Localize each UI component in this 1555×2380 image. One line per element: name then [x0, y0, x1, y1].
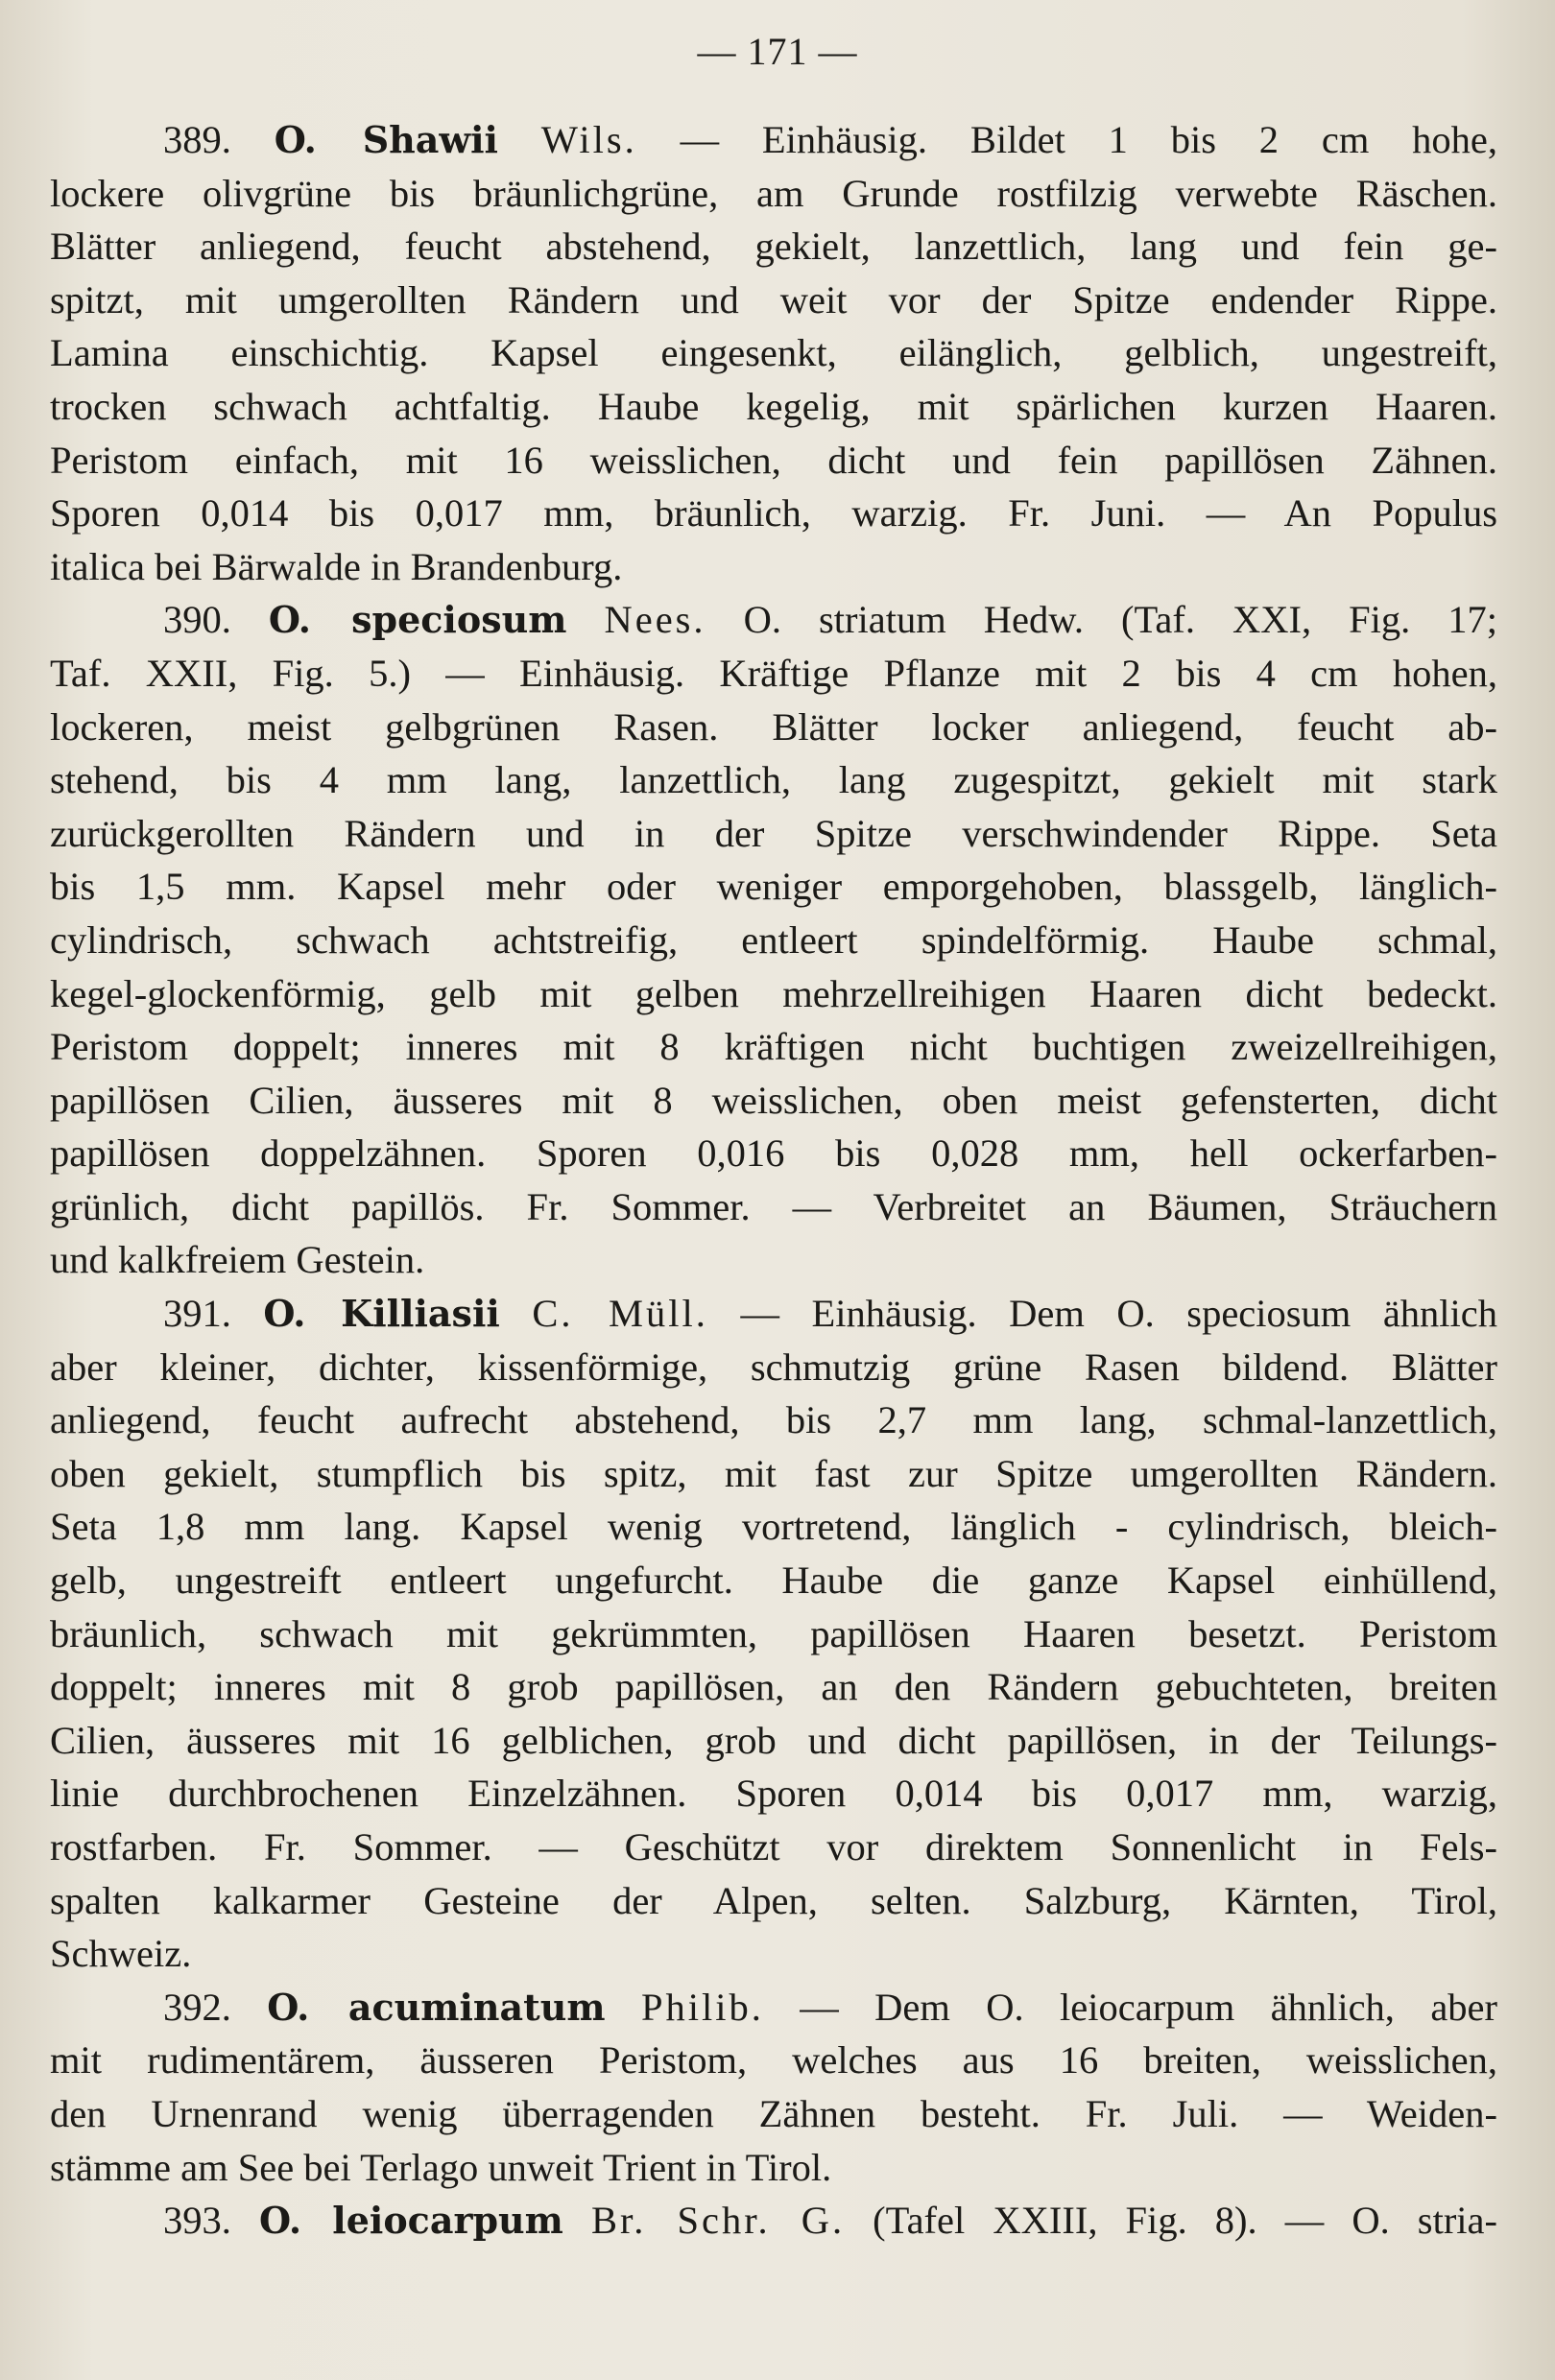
entry-number: 390. [163, 598, 231, 642]
text-line: Cilien, äusseres mit 16 gelblichen, grob und dicht papillösen, in der Teilungs- [50, 1718, 1497, 1762]
text-line: cylindrisch, schwach achtstreifig, entleert spindelförmig. Haube schmal, [50, 917, 1497, 962]
species-name: O. Shawii [274, 118, 498, 161]
text-line: zurückgerollten Rändern und in der Spitze verschwindender Rippe. Seta [50, 811, 1497, 855]
species-name: O. acuminatum [267, 1985, 606, 2029]
text-line: doppelt; inneres mit 8 grob papillösen, an den Rändern gebuchteten, breiten [50, 1665, 1497, 1709]
text-line: linie durchbrochenen Einzelzähnen. Sporen 0,014 bis 0,017 mm, warzig, [50, 1772, 1497, 1816]
text-line: trocken schwach achtfaltig. Haube kegelig, mit spärlichen kurzen Haaren. [50, 384, 1497, 428]
text-line: 391. O. Killiasii C. Müll. — Einhäusig. Dem O. speciosum ähnlich [163, 1292, 1498, 1336]
species-author: C. Müll. [532, 1292, 708, 1336]
entry-number: 393. [163, 2199, 231, 2243]
text-line: papillösen doppelzähnen. Sporen 0,016 bis 0,028 mm, hell ockerfarben- [50, 1131, 1497, 1176]
text-line: anliegend, feucht aufrecht abstehend, bis 2,7 mm lang, schmal-lanzettlich, [50, 1398, 1497, 1442]
species-name: O. speciosum [268, 598, 567, 642]
species-author: Philib. [640, 1985, 764, 2029]
text-line: gelb, ungestreift entleert ungefurcht. Haube die ganze Kapsel einhüllend, [50, 1559, 1497, 1603]
entry-number: 389. [163, 118, 231, 161]
text-line: Lamina einschichtig. Kapsel eingesenkt, eilänglich, gelblich, ungestreift, [50, 331, 1497, 375]
text-line: bis 1,5 mm. Kapsel mehr oder weniger emporgehoben, blassgelb, länglich- [50, 865, 1497, 909]
text-line: den Urnenrand wenig überragenden Zähnen besteht. Fr. Juli. — Weiden- [50, 2091, 1497, 2135]
text-line: Seta 1,8 mm lang. Kapsel wenig vortretend, länglich - cylindrisch, bleich- [50, 1505, 1497, 1549]
text-line: grünlich, dicht papillös. Fr. Sommer. — Verbreitet an Bäumen, Sträuchern [50, 1184, 1497, 1228]
text-line: italica bei Bärwalde in Brandenburg. [50, 544, 623, 588]
text-line: 393. O. leiocarpum Br. Schr. G. (Tafel XXIII, Fig. 8). — O. stria- [163, 2199, 1498, 2243]
text-line: Sporen 0,014 bis 0,017 mm, bräunlich, warzig. Fr. Juni. — An Populus [50, 491, 1497, 536]
text-line: papillösen Cilien, äusseres mit 8 weisslichen, oben meist gefensterten, dicht [50, 1078, 1497, 1122]
text-line: und kalkfreiem Gestein. [50, 1238, 425, 1282]
species-author: Wils. [540, 118, 637, 161]
entry-number: 391. [163, 1292, 231, 1336]
text-line: spalten kalkarmer Gesteine der Alpen, selten. Salzburg, Kärnten, Tirol, [50, 1878, 1497, 1922]
page-number: — 171 — [697, 30, 858, 73]
text-line: lockeren, meist gelbgrünen Rasen. Blätter locker anliegend, feucht ab- [50, 704, 1497, 749]
species-name: O. Killiasii [263, 1292, 500, 1336]
text-line: stehend, bis 4 mm lang, lanzettlich, lang zugespitzt, gekielt mit stark [50, 758, 1497, 802]
species-author: Nees. [604, 598, 706, 642]
text-line: rostfarben. Fr. Sommer. — Geschützt vor direktem Sonnenlicht in Fels- [50, 1825, 1497, 1868]
text-line: Blätter anliegend, feucht abstehend, gekielt, lanzettlich, lang und fein ge- [50, 225, 1497, 269]
text-line: Peristom einfach, mit 16 weisslichen, dicht und fein papillösen Zähnen. [50, 438, 1497, 482]
text-line: mit rudimentärem, äusseren Peristom, welches aus 16 breiten, weisslichen, [50, 2038, 1497, 2082]
species-author: Br. Schr. G. [590, 2199, 846, 2243]
text-line: kegel-glockenförmig, gelb mit gelben mehrzellreihigen Haaren dicht bedeckt. [50, 971, 1497, 1015]
body-text [50, 113, 1497, 2248]
entry-number: 392. [163, 1985, 231, 2029]
text-line: 390. O. speciosum Nees. O. striatum Hedw. (Taf. XXI, Fig. 17; [163, 598, 1498, 642]
text-line: spitzt, mit umgerollten Rändern und weit vor der Spitze endender Rippe. [50, 277, 1497, 321]
text-line: Peristom doppelt; inneres mit 8 kräftigen nicht buchtigen zweizellreihigen, [50, 1025, 1497, 1069]
text-line: 389. O. Shawii Wils. — Einhäusig. Bildet 1 bis 2 cm hohe, [163, 118, 1497, 161]
text-line: stämme am See bei Terlago unweit Trient in Tirol. [50, 2145, 832, 2189]
text-line: Taf. XXII, Fig. 5.) — Einhäusig. Kräftige Pflanze mit 2 bis 4 cm hohen, [50, 651, 1497, 695]
species-name: O. leiocarpum [258, 2199, 563, 2243]
text-line: bräunlich, schwach mit gekrümmten, papillösen Haaren besetzt. Peristom [50, 1611, 1497, 1655]
text-line: lockere olivgrüne bis bräunlichgrüne, am Grunde rostfilzig verwebte Räschen. [50, 171, 1497, 215]
text-line: aber kleiner, dichter, kissenförmige, schmutzig grüne Rasen bildend. Blätter [50, 1345, 1497, 1389]
text-line: 392. O. acuminatum Philib. — Dem O. leiocarpum ähnlich, aber [163, 1985, 1498, 2029]
text-line: oben gekielt, stumpflich bis spitz, mit fast zur Spitze umgerollten Rändern. [50, 1451, 1497, 1495]
text-line: Schweiz. [50, 1932, 192, 1976]
